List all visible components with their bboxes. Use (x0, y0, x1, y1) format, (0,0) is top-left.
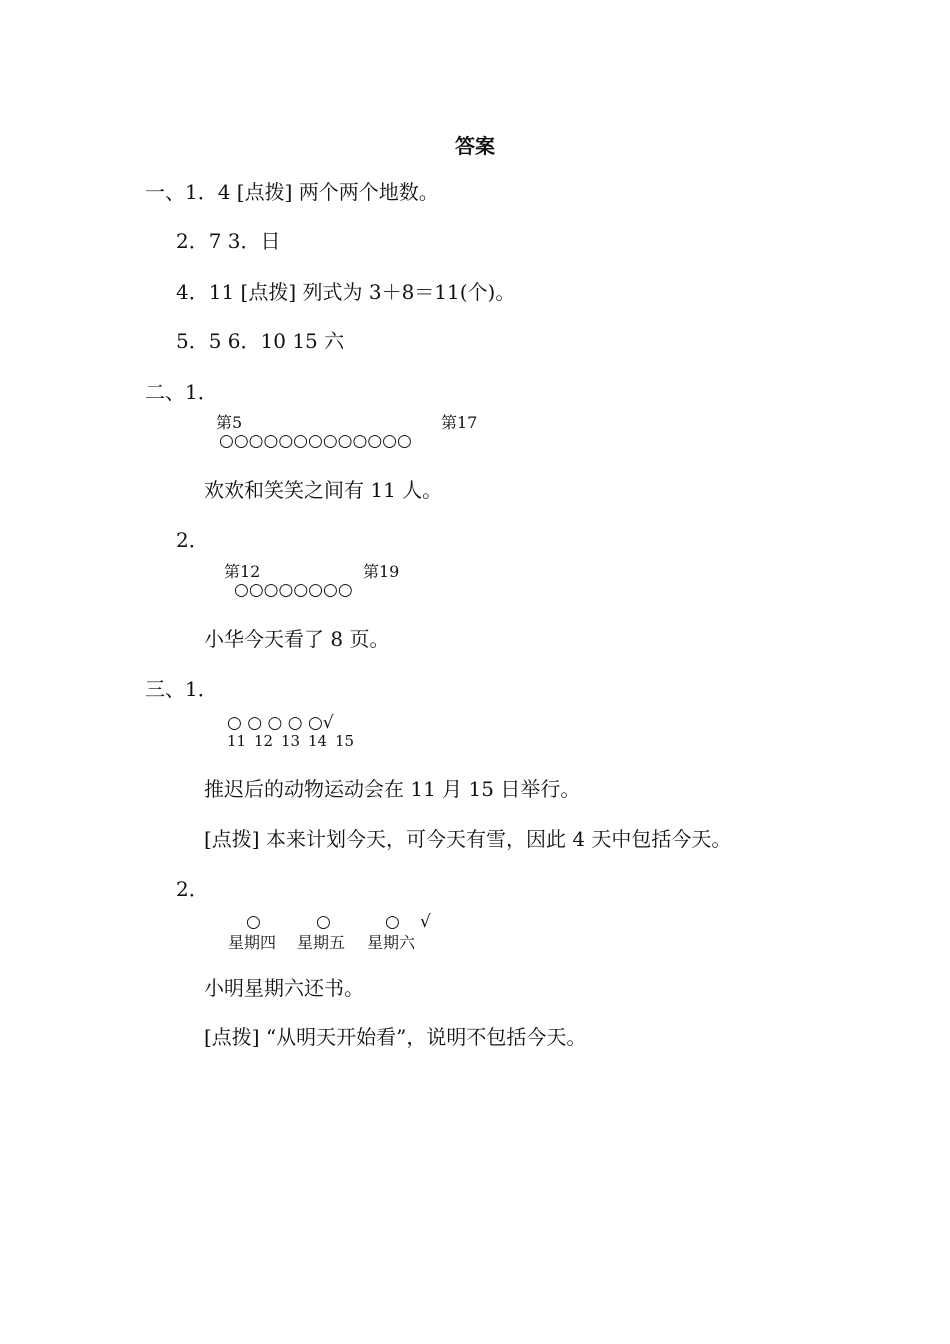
diagram2-circles: ○○○○○○○○ (234, 580, 353, 600)
section2-q2-answer: 小华今天看了 8 页。 (204, 627, 390, 651)
day-number: 12 (254, 732, 274, 750)
section3-q1-hint: [点拨] 本来计划今天，可今天有雪，因此 4 天中包括今天。 (204, 827, 732, 851)
section3-q1-answer: 推迟后的动物运动会在 11 月 15 日举行。 (204, 777, 581, 801)
section3-q2-answer: 小明星期六还书。 (204, 976, 364, 1000)
day-number: 13 (281, 732, 301, 750)
diagram2-right-label: 第19 (363, 562, 400, 581)
day-number: 11 (227, 732, 247, 750)
section3-q2-label: 2． (176, 877, 209, 901)
weekday-label: 星期六 (367, 933, 416, 952)
section1-line3: 4．11 [点拨] 列式为 3＋8＝11(个)。 (176, 280, 516, 304)
section1-line4: 5．5 6．10 15 六 (176, 329, 345, 353)
diagram2-left-label: 第12 (224, 562, 261, 581)
diagram4-circle: ○ (316, 912, 331, 932)
diagram1-circles: ○○○○○○○○○○○○○ (219, 431, 412, 451)
diagram3-circles: ○ ○ ○ ○ ○√ (227, 713, 334, 733)
section2-q1-answer: 欢欢和笑笑之间有 11 人。 (204, 478, 443, 502)
section3-q1-label: 三、1． (145, 677, 218, 701)
section2-q1-label: 二、1． (145, 380, 218, 404)
section2-q2-label: 2． (176, 528, 209, 552)
day-number: 15 (335, 732, 355, 750)
day-number: 14 (308, 732, 328, 750)
diagram4-circle: ○ (385, 912, 400, 932)
diagram1-left-label: 第5 (216, 413, 243, 432)
weekday-label: 星期五 (297, 933, 346, 952)
section1-line1: 一、1．4 [点拨] 两个两个地数。 (145, 180, 439, 204)
section3-q2-hint: [点拨] “从明天开始看”，说明不包括今天。 (204, 1025, 587, 1049)
weekday-label: 星期四 (228, 933, 277, 952)
page-title: 答案 (455, 134, 495, 158)
diagram1-right-label: 第17 (441, 413, 478, 432)
diagram4-circle: ○ (246, 912, 261, 932)
section1-line2: 2．7 3．日 (176, 229, 281, 253)
check-mark-icon: √ (420, 912, 431, 932)
diagram3-day-numbers (227, 732, 362, 750)
